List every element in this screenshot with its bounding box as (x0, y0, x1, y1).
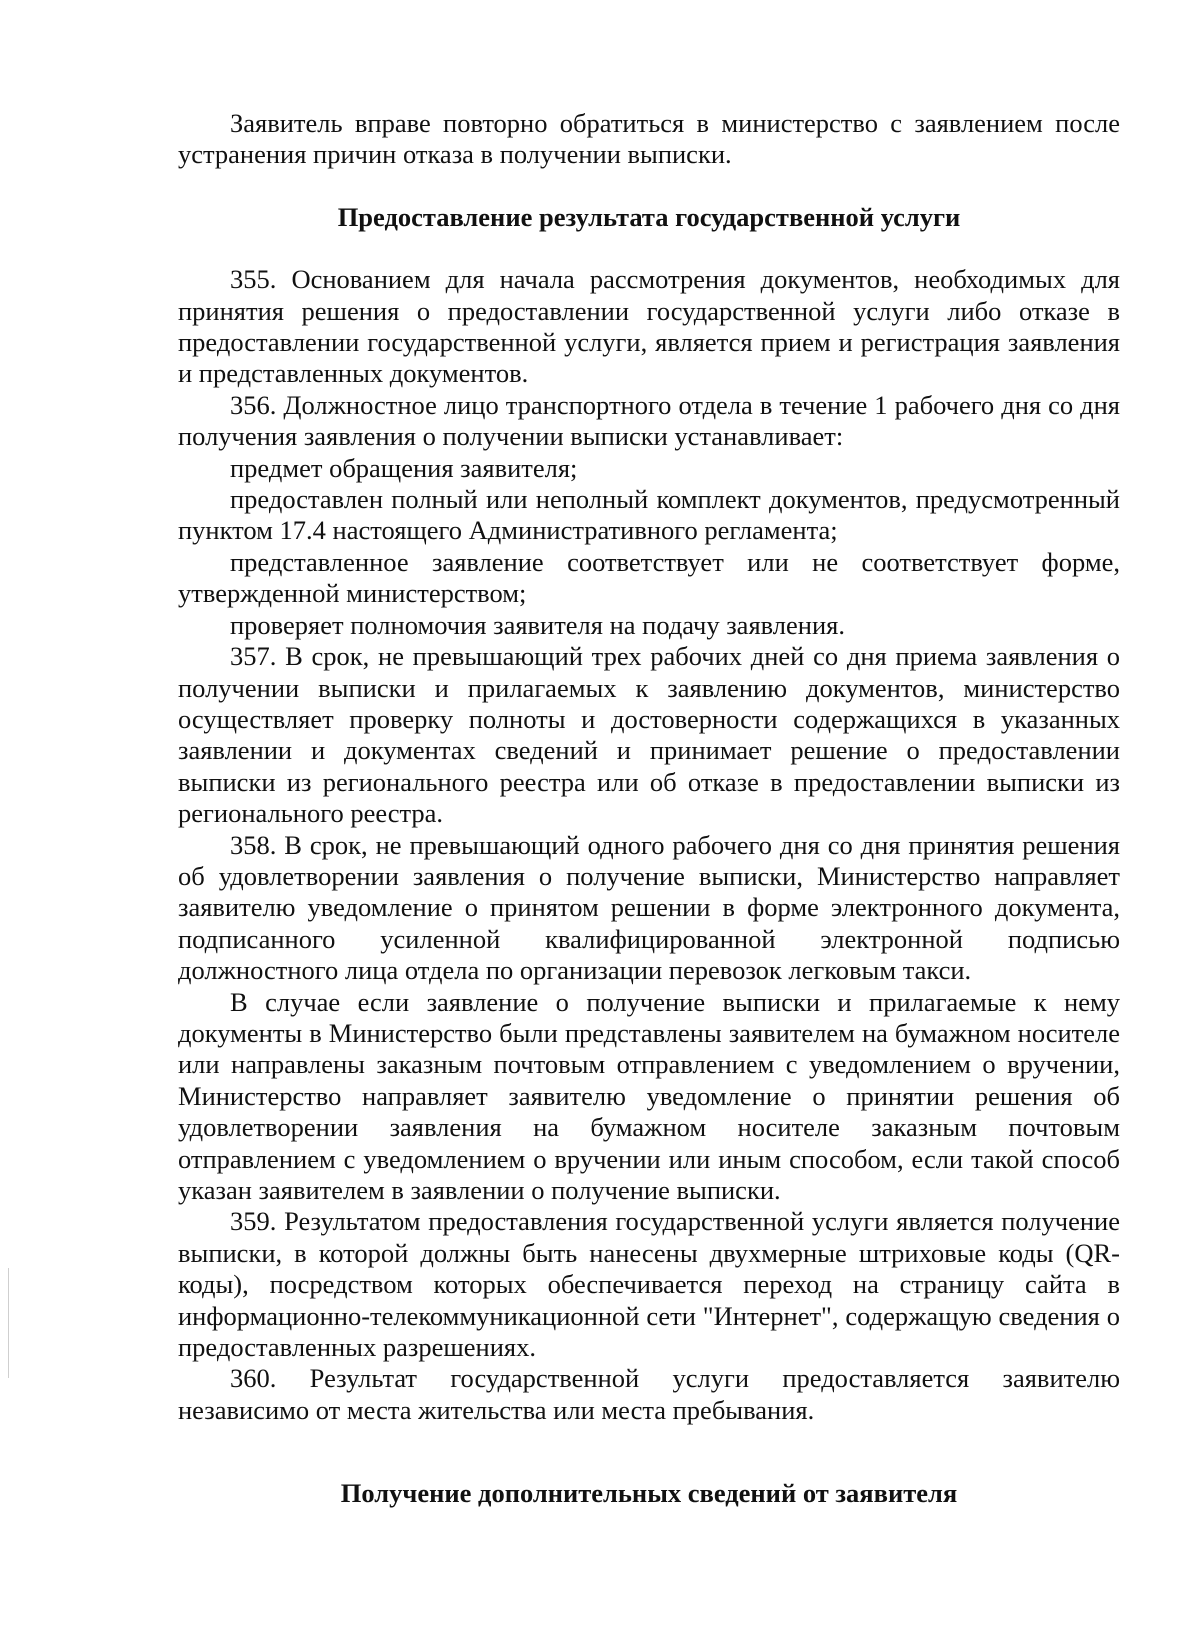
paragraph-358-extra: В случае если заявление о получение выписки и прилагаемые к нему документы в Министерство были представлены заявителем на бумажном носителе или направлены заказным почтовым отправлением с уведомлением о вручении, Министерство направляет заявителю уведомление о принятии решения об удовлетворении заявления на бумажном носителе заказным почтовым отправлением с уведомлением о вручении или иным способом, если такой способ указан заявителем в заявлении о получение выписки. (178, 986, 1120, 1205)
paragraph-356-item-1: предмет обращения заявителя; (230, 452, 578, 483)
paragraph-355: 355. Основанием для начала рассмотрения документов, необходимых для принятия решения о предоставлении государственной услуги либо отказе в предоставлении государственной услуги, является прием и регистрация заявления и представленных документов. (178, 264, 1120, 389)
paragraph-356-item-2: предоставлен полный или неполный комплект документов, предусмотренный пунктом 17.4 настоящего Административного регламента; (178, 484, 1120, 546)
paragraph-360: 360. Результат государственной услуги предоставляется заявителю независимо от места жительства или места пребывания. (178, 1363, 1120, 1425)
paragraph-356-item-3: представленное заявление соответствует или не соответствует форме, утвержденной министерством; (178, 546, 1120, 609)
scan-margin-mark (8, 1268, 9, 1378)
section-heading-additional-info: Получение дополнительных сведений от заявителя (340, 1478, 958, 1509)
paragraph-356: 356. Должностное лицо транспортного отдела в течение 1 рабочего дня со дня получения заявления о получении выписки устанавливает: (178, 389, 1120, 452)
paragraph-357: 357. В срок, не превышающий трех рабочих дней со дня приема заявления о получении выписки и прилагаемых к заявлению документов, министерство осуществляет проверку полноты и достоверности содержащихся в указанных заявлении и документах сведений и принимает решение о предоставлении выписки из регионального реестра или об отказе в предоставлении выписки из регионального реестра. (178, 641, 1120, 829)
paragraph-359: 359. Результатом предоставления государственной услуги является получение выписки, в которой должны быть нанесены двухмерные штриховые коды (QR-коды), посредством которых обеспечивается переход на страницу сайта в информационно-телекоммуникационной сети "Интернет", содержащую сведения о предоставленных разрешениях. (178, 1206, 1120, 1363)
paragraph-358: 358. В срок, не превышающий одного рабочего дня со дня принятия решения об удовлетворении заявления о получение выписки, Министерство направляет заявителю уведомление о принятом решении в форме электронного документа, подписанного усиленной квалифицированной электронной подписью должностного лица отдела по организации перевозок легковым такси. (178, 829, 1120, 986)
paragraph-intro: Заявитель вправе повторно обратиться в министерство с заявлением после устранения причин отказа в получении выписки. (178, 108, 1120, 170)
paragraph-356-item-4: проверяет полномочия заявителя на подачу заявления. (230, 609, 845, 640)
document-body (178, 108, 1120, 1510)
section-heading-result: Предоставление результата государственной услуги (337, 201, 961, 232)
